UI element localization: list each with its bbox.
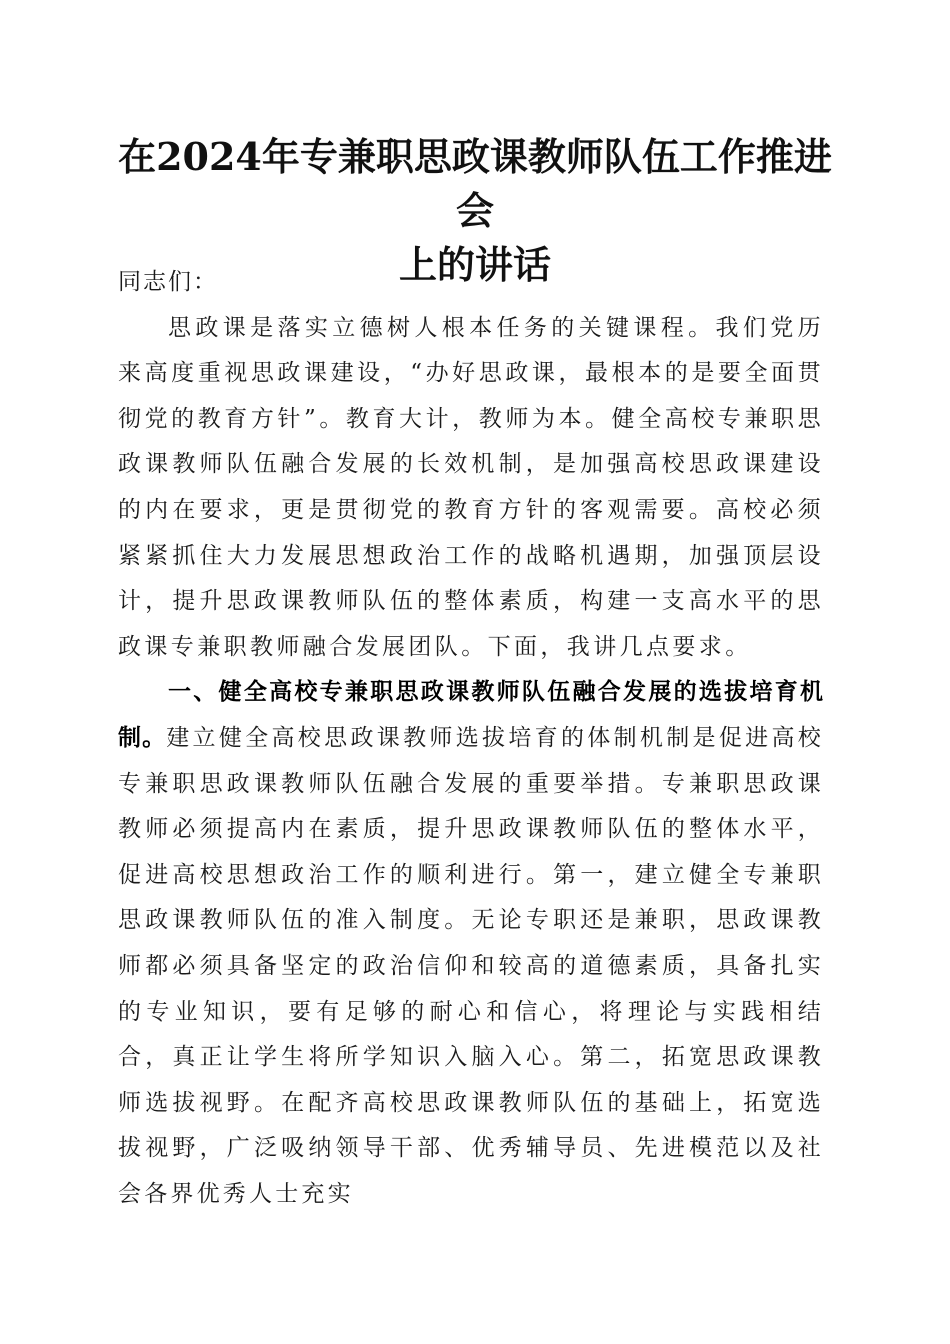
section-1-text: 建立健全高校思政课教师选拔培育的体制机制是促进高校专兼职思政课教师队伍融合发展的重要举措。专兼职思政课教师必须提高内在素质，提升思政课教师队伍的整体水平，促进高校思想政治工作的顺利进行。第一，建立健全专兼职思政课教师队伍的准入制度。无论专职还是兼职，思政课教师都必须具备坚定的政治信仰和较高的道德素质，具备扎实的专业知识，要有足够的耐心和信心，将理论与实践相结合，真正让学生将所学知识入脑入心。第二，拓宽思政课教师选拔视野。在配齐高校思政课教师队伍的基础上，拓宽选拔视野，广泛吸纳领导干部、优秀辅导员、先进模范以及社会各界优秀人士充实 — [118, 724, 825, 1207]
paragraph-intro — [118, 306, 824, 671]
paragraph-intro-text: 思政课是落实立德树人根本任务的关键课程。我们党历来高度重视思政课建设，“办好思政课，最根本的是要全面贯彻党的教育方针”。教育大计，教师为本。健全高校专兼职思政课教师队伍融合发展的长效机制，是加强高校思政课建设的内在要求，更是贯彻党的教育方针的客观需要。高校必须紧紧抓住大力发展思想政治工作的战略机遇期，加强顶层设计，提升思政课教师队伍的整体素质，构建一支高水平的思政课专兼职教师融合发展团队。下面，我讲几点要求。 — [118, 314, 824, 660]
paragraph-section-1 — [118, 670, 824, 1217]
section-1-heading: 一、健全高校专兼职思政课教师队伍融合发展的选拔培育机制。 — [118, 679, 824, 751]
title-line-1: 在2024年专兼职思政课教师队伍工作推进会 — [118, 134, 832, 233]
document-body — [118, 260, 824, 1217]
title-line-2: 上的讲话 — [398, 242, 551, 287]
salutation: 同志们： — [118, 269, 218, 295]
